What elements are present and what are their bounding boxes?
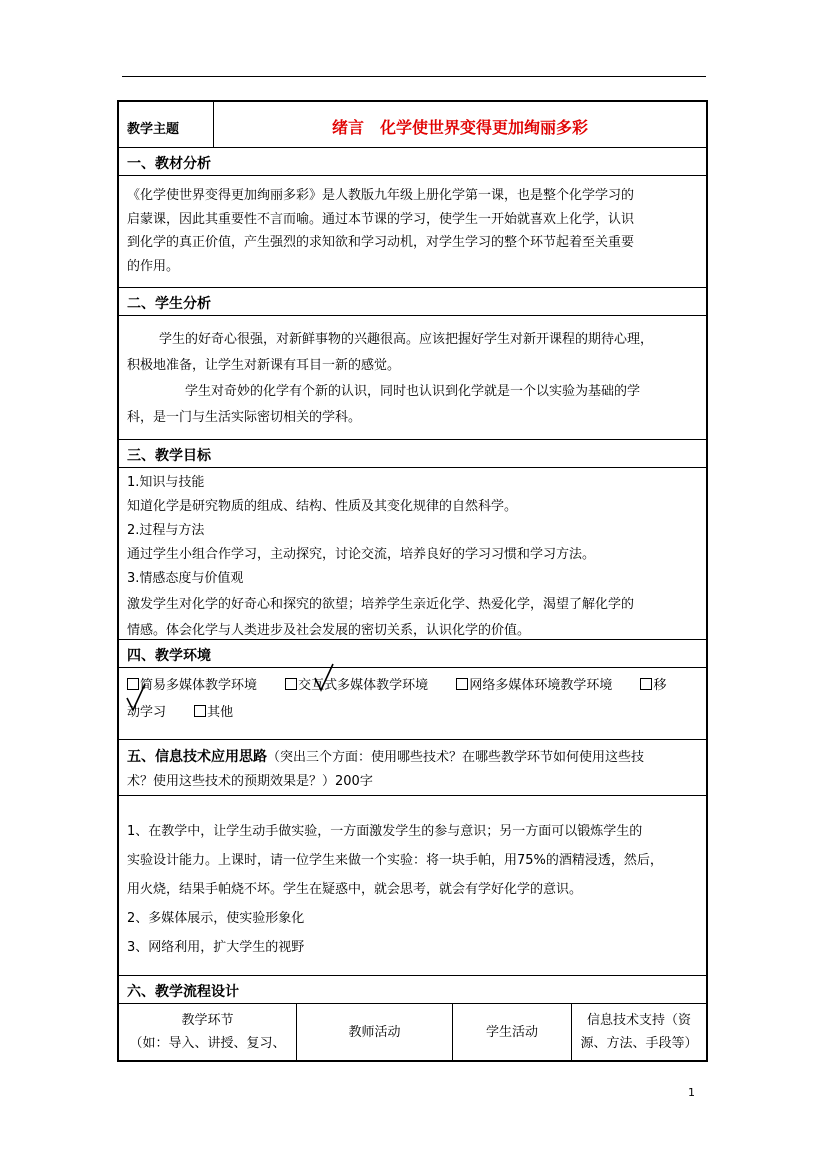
option-label: 简易多媒体教学环境 [140,678,258,693]
section-heading-4: 四、教学环境 [119,640,706,668]
env-options-line-2 [127,699,700,726]
option-label: 动学习 [127,705,167,720]
option-label: 其他 [207,705,234,720]
section-heading-3: 三、教学目标 [119,440,706,468]
text-line: 启蒙课，因此其重要性不言而喻。通过本节课的学习，使学生一开始就喜欢上化学，认识 [127,211,635,227]
checkbox-other[interactable] [194,705,206,717]
page-number: 1 [688,1086,695,1099]
cell-line: （如：导入、讲授、复习、 [129,1036,286,1051]
text-line: 通过学生小组合作学习，主动探究，讨论交流，培养良好的学习习惯和学习方法。 [127,547,596,562]
cell-line: 源、方法、手段等） [580,1036,698,1051]
section-5-note: （突出三个方面：使用哪些技术？在哪些教学环节如何使用这些技 [267,750,645,765]
text-line: 实验设计能力。上课时，请一位学生来做一个实验：将一块手帕，用75%的酒精浸透，然后， [127,853,663,868]
text-line: 用火烧，结果手帕烧不坏。学生在疑惑中，就会思考，就会有学好化学的意识。 [127,882,583,897]
text-line: 积极地准备，让学生对新课有耳目一新的感觉。 [127,358,401,373]
section-body-4 [119,668,706,740]
flow-header-row [119,1004,706,1060]
text-line: 1、在教学中，让学生动手做实验，一方面激发学生的参与意识；另一方面可以锻炼学生的 [127,824,643,839]
text-line: 2.过程与方法 [127,523,205,538]
cell-line: 教学环节 [181,1013,234,1028]
text-line: 的作用。 [127,258,180,274]
checkbox-mobile-learning[interactable] [640,678,652,690]
header-rule [122,76,706,77]
text-line: 到化学的真正价值，产生强烈的求知欲和学习动机，对学生学习的整个环节起着至关重要 [127,235,635,250]
text-line: 术？使用这些技术的预期效果是？）200字 [127,773,373,789]
text-line [127,746,700,770]
col-student-activity: 学生活动 [453,1004,572,1060]
text-line: 学生的好奇心很强，对新鲜事物的兴趣很高。应该把握好学生对新开课程的期待心理， [159,332,654,347]
title-label: 教学主题 [119,102,214,147]
col-it-support [572,1004,706,1060]
section-body-3 [119,468,706,640]
text-line: 《化学使世界变得更加绚丽多彩》是人教版九年级上册化学第一课，也是整个化学学习的 [127,188,635,203]
text-line: 1.知识与技能 [127,475,205,490]
title-row [119,102,706,148]
checkbox-interactive-multimedia[interactable] [285,678,297,690]
section-heading-6: 六、教学流程设计 [119,976,706,1004]
env-options-line-1 [127,672,700,699]
col-teaching-stage [119,1004,297,1060]
cell-line: 信息技术支持（资 [586,1013,691,1028]
check-mark-icon [125,682,147,712]
text-line: 情感。体会化学与人类进步及社会发展的密切关系，认识化学的价值。 [127,623,531,638]
section-heading-5 [119,740,706,796]
section-body-2 [119,316,706,440]
text-line: 3.情感态度与价值观 [127,571,244,586]
check-mark-icon [313,662,335,692]
text-line: 知道化学是研究物质的组成、结构、性质及其变化规律的自然科学。 [127,499,518,514]
section-body-5 [119,796,706,976]
col-teacher-activity: 教师活动 [297,1004,453,1060]
section-heading-2: 二、学生分析 [119,288,706,316]
text-line: 2、多媒体展示，使实验形象化 [127,911,305,926]
text-line: 3、网络利用，扩大学生的视野 [127,940,305,955]
lesson-title: 绪言 化学使世界变得更加绚丽多彩 [331,118,588,137]
checkbox-network-multimedia[interactable] [456,678,468,690]
text-line: 激发学生对化学的好奇心和探究的欲望；培养学生亲近化学、热爱化学，渴望了解化学的 [127,597,635,612]
option-label: 交互式多媒体教学环境 [298,678,429,693]
section-body-1 [119,176,706,288]
option-label: 网络多媒体环境教学环境 [469,678,613,693]
lesson-plan-table [117,100,708,1062]
section-heading-1: 一、教材分析 [119,148,706,176]
option-label: 移 [653,678,667,693]
text-line: 科，是一门与生活实际密切相关的学科。 [127,410,362,425]
text-line: 学生对奇妙的化学有个新的认识，同时也认识到化学就是一个以实验为基础的学 [185,384,641,399]
section-5-title: 五、信息技术应用思路 [127,749,267,765]
